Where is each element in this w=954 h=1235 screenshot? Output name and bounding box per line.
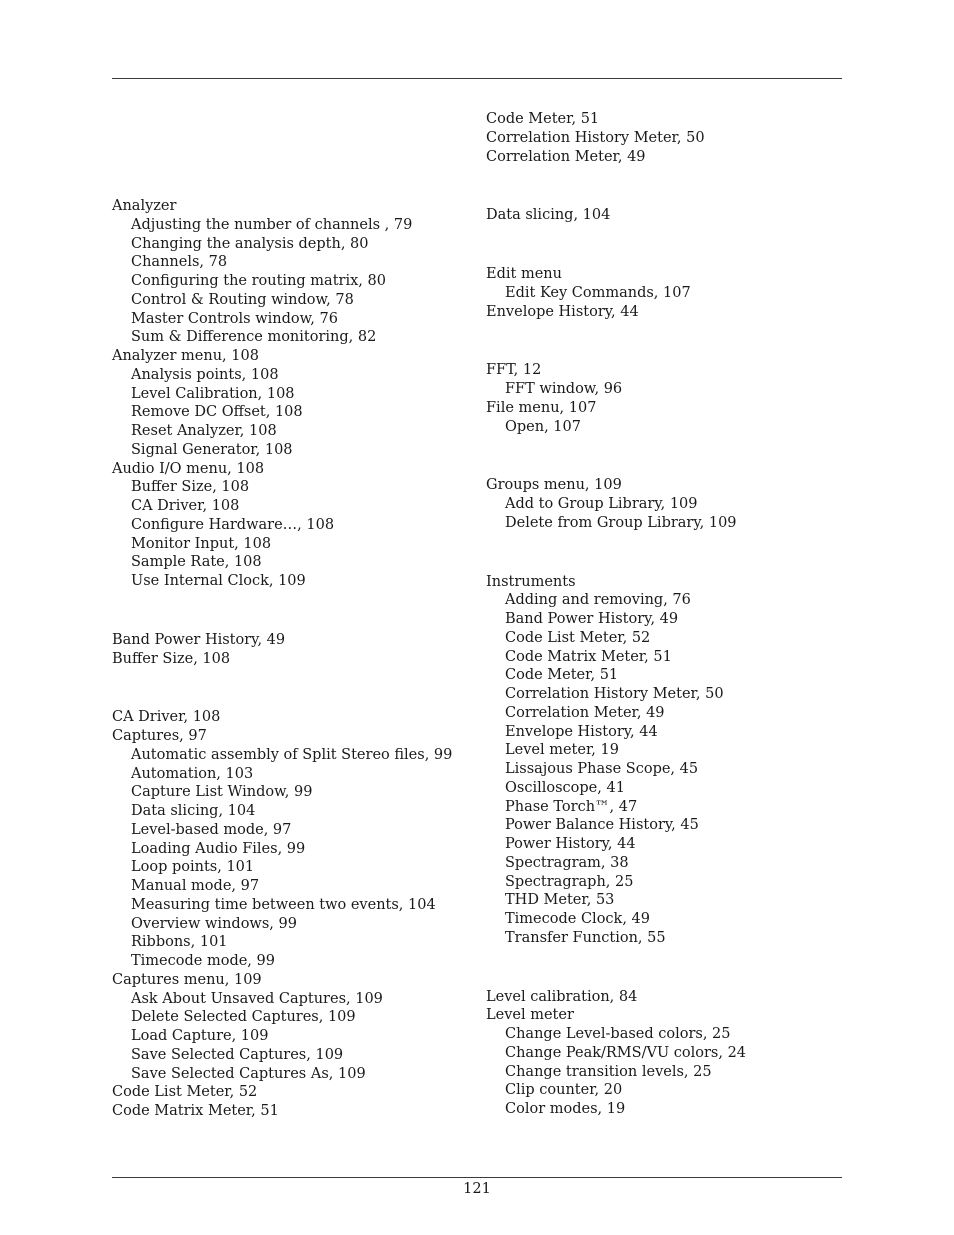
index-subentry: Ask About Unsaved Captures, 109 (131, 990, 383, 1007)
index-section-gap (486, 166, 846, 206)
index-entry: Correlation Meter, 49 (486, 148, 646, 165)
index-subentry: Capture List Window, 99 (131, 784, 313, 801)
index-subentry: Spectragram, 38 (505, 854, 629, 871)
index-subentry: Power History, 44 (505, 836, 636, 852)
index-subentry: Timecode mode, 99 (131, 953, 275, 969)
index-entry: Captures, 97 (112, 728, 207, 744)
index-subentry: Configure Hardware…, 108 (131, 516, 335, 533)
index-entry: Captures menu, 109 (112, 971, 262, 988)
footer-rule (112, 1177, 842, 1178)
index-subentry: Color modes, 19 (505, 1101, 626, 1117)
index-subentry: Oscilloscope, 41 (505, 779, 625, 796)
index-subentry: Sample Rate, 108 (131, 554, 262, 571)
index-subentry: Load Capture, 109 (131, 1028, 269, 1044)
index-section-gap (486, 533, 846, 573)
index-entry: Code Meter, 51 (486, 111, 600, 127)
index-section-gap (486, 225, 846, 265)
index-subentry: Timecode Clock, 49 (505, 911, 650, 927)
index-subentry: Correlation History Meter, 50 (505, 686, 724, 702)
index-entry: Buffer Size, 108 (112, 650, 231, 667)
index-subentry: Change transition levels, 25 (505, 1063, 712, 1080)
index-subentry: Monitor Input, 108 (131, 535, 272, 552)
index-subentry: Add to Group Library, 109 (505, 496, 698, 512)
index-subentry: Automatic assembly of Split Stereo files, 99 (131, 746, 453, 763)
index-subentry: Sum & Difference monitoring, 82 (131, 329, 377, 346)
index-subentry: Level Calibration, 108 (131, 385, 295, 402)
index-entry: Correlation History Meter, 50 (486, 129, 705, 146)
index-subentry: Buffer Size, 108 (131, 479, 250, 496)
index-entry: FFT, 12 (486, 362, 542, 379)
index-subentry: Code Meter, 51 (505, 667, 619, 684)
index-subentry: Open, 107 (505, 418, 581, 435)
index-subentry: Loop points, 101 (131, 859, 255, 876)
index-entry: Audio I/O menu, 108 (112, 460, 265, 477)
index-column-left (112, 197, 472, 1121)
index-subentry: Level meter, 19 (505, 742, 619, 759)
index-section-gap (112, 591, 472, 631)
index-subentry: Ribbons, 101 (131, 934, 228, 951)
index-subentry: Adding and removing, 76 (505, 592, 691, 609)
index-subentry: Manual mode, 97 (131, 878, 260, 894)
index-section-gap (112, 668, 472, 708)
index-subentry: Remove DC Offset, 108 (131, 404, 303, 421)
index-subentry: Changing the analysis depth, 80 (131, 235, 369, 252)
index-subentry: Band Power History, 49 (505, 611, 679, 627)
index-entry: Code Matrix Meter, 51 (112, 1103, 279, 1119)
index-subentry: Lissajous Phase Scope, 45 (505, 761, 699, 777)
index-subentry: Code List Meter, 52 (505, 629, 651, 646)
index-entry: Analyzer (112, 198, 177, 214)
index-subentry: Phase Torch™, 47 (505, 798, 638, 815)
index-subentry: Envelope History, 44 (505, 723, 658, 740)
index-section-gap (486, 321, 846, 361)
header-rule (112, 78, 842, 79)
index-subentry: CA Driver, 108 (131, 498, 240, 514)
index-subentry: Edit Key Commands, 107 (505, 284, 691, 301)
index-subentry: Delete Selected Captures, 109 (131, 1009, 356, 1026)
index-subentry: Signal Generator, 108 (131, 441, 293, 458)
index-subentry: Power Balance History, 45 (505, 817, 699, 834)
index-subentry: Master Controls window, 76 (131, 310, 338, 327)
index-subentry: Overview windows, 99 (131, 915, 297, 932)
index-subentry: Change Level-based colors, 25 (505, 1026, 731, 1042)
index-entry: Edit menu (486, 266, 562, 282)
index-subentry: Code Matrix Meter, 51 (505, 648, 672, 665)
index-section-gap (486, 948, 846, 988)
index-subentry: Clip counter, 20 (505, 1082, 623, 1099)
index-subentry: Level-based mode, 97 (131, 821, 292, 838)
index-subentry: Reset Analyzer, 108 (131, 423, 277, 439)
page-number: 121 (463, 1181, 491, 1197)
index-entry: CA Driver, 108 (112, 709, 221, 726)
index-entry: Instruments (486, 573, 576, 590)
index-subentry: Save Selected Captures As, 109 (131, 1065, 366, 1082)
index-column-right (486, 110, 846, 1119)
index-section-gap (486, 436, 846, 476)
index-entry: Code List Meter, 52 (112, 1084, 258, 1101)
index-entry: File menu, 107 (486, 399, 597, 416)
index-subentry: THD Meter, 53 (505, 892, 615, 909)
index-entry: Envelope History, 44 (486, 303, 639, 320)
index-subentry: Save Selected Captures, 109 (131, 1046, 344, 1063)
index-entry: Band Power History, 49 (112, 631, 286, 648)
index-subentry: FFT window, 96 (505, 381, 623, 397)
index-subentry: Change Peak/RMS/VU colors, 24 (505, 1044, 747, 1061)
index-subentry: Configuring the routing matrix, 80 (131, 273, 386, 289)
index-subentry: Data slicing, 104 (131, 803, 256, 819)
index-subentry: Analysis points, 108 (131, 366, 279, 383)
index-entry: Analyzer menu, 108 (112, 348, 259, 364)
index-entry: Data slicing, 104 (486, 207, 611, 224)
index-subentry: Channels, 78 (131, 254, 228, 271)
index-subentry: Correlation Meter, 49 (505, 704, 665, 721)
index-subentry: Control & Routing window, 78 (131, 291, 354, 308)
index-subentry: Measuring time between two events, 104 (131, 896, 436, 913)
index-subentry: Adjusting the number of channels , 79 (131, 216, 413, 233)
index-entry: Groups menu, 109 (486, 477, 622, 494)
index-entry: Level meter (486, 1007, 574, 1024)
index-subentry: Loading Audio Files, 99 (131, 840, 306, 857)
index-entry: Level calibration, 84 (486, 988, 638, 1005)
index-subentry: Delete from Group Library, 109 (505, 514, 737, 531)
index-subentry: Automation, 103 (131, 765, 254, 782)
index-subentry: Transfer Function, 55 (505, 929, 666, 946)
index-subentry: Spectragraph, 25 (505, 873, 634, 890)
index-subentry: Use Internal Clock, 109 (131, 573, 306, 589)
